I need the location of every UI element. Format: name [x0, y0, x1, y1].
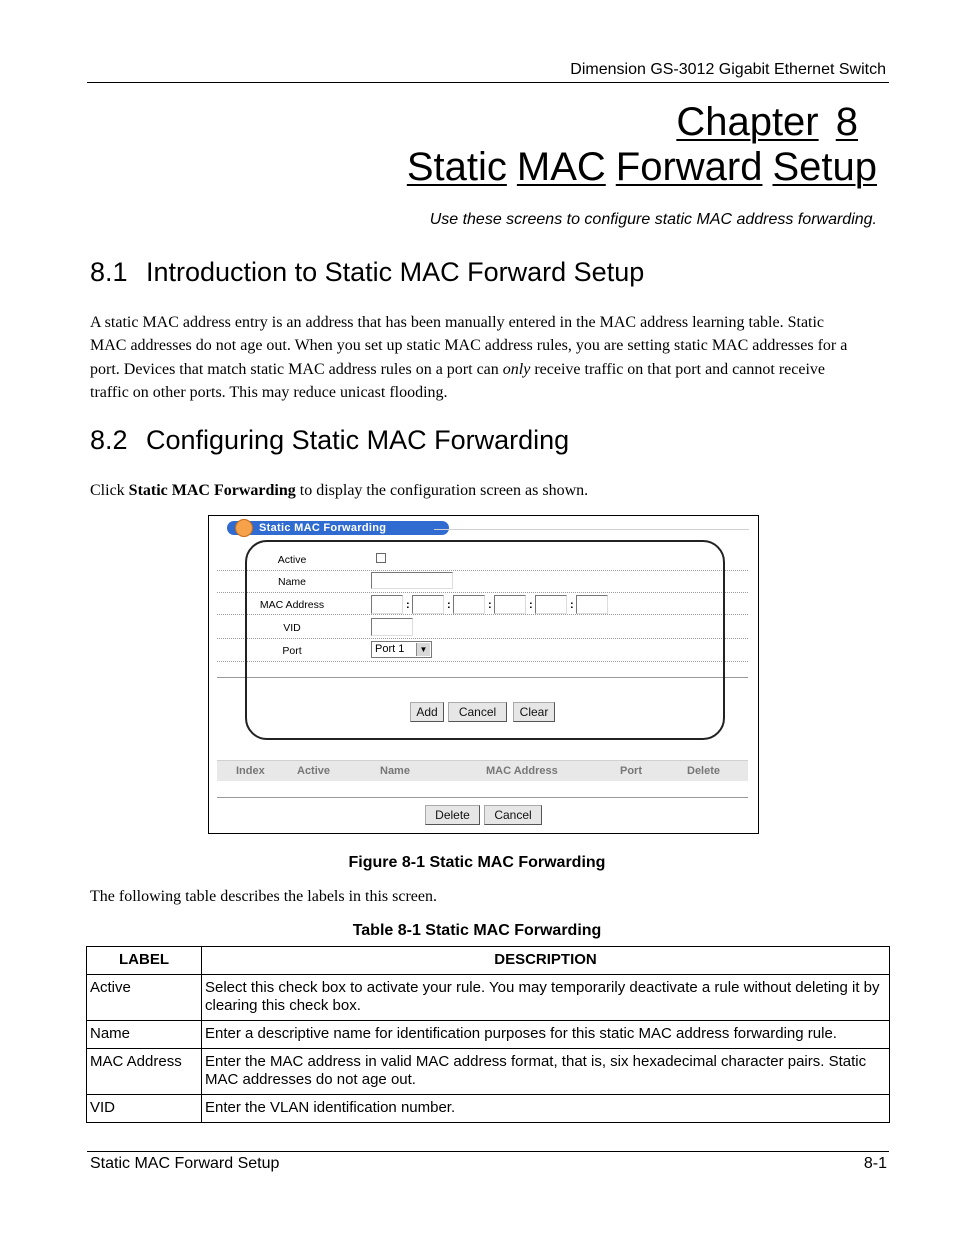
- section-heading-8-1: [90, 257, 644, 288]
- page-number: 8-1: [863, 1155, 887, 1172]
- table-header-row: [87, 947, 890, 975]
- paragraph-text: A static MAC address entry is an address that has been manually entered in the MAC address learning table. Static MAC addresses do not age out. When you set up static MAC address rules, you are setting static MAC addresses for a port. Devices that match static MAC address rules on a port can: [90, 314, 848, 378]
- highlight-outline: [245, 540, 725, 740]
- chapter-title-word: MAC: [516, 145, 606, 189]
- active-label: Active: [277, 554, 307, 566]
- table-cell-label: MAC Address: [87, 1049, 202, 1095]
- section-title: Introduction to Static MAC Forward Setup: [146, 257, 645, 287]
- mac-separator: :: [447, 599, 451, 611]
- table-caption: Table 8-1 Static MAC Forwarding: [352, 922, 602, 939]
- intro-paragraph: [90, 311, 860, 404]
- header-rule: [87, 82, 889, 83]
- table-row: [87, 1049, 890, 1095]
- table-cell-label: VID: [87, 1095, 202, 1123]
- chapter-title-word: Static: [406, 145, 507, 189]
- vid-label: VID: [283, 622, 301, 634]
- chapter-label: [676, 100, 858, 145]
- mac-separator: :: [529, 599, 533, 611]
- clear-button[interactable]: Clear: [513, 702, 555, 722]
- labels-table: [86, 946, 890, 1123]
- chapter-subtitle: Use these screens to configure static MAC address forwarding.: [429, 211, 877, 228]
- mac-separator: :: [488, 599, 492, 611]
- port-label: Port: [282, 645, 302, 657]
- chapter-title: [397, 145, 877, 190]
- panel-title-icon: [235, 519, 253, 537]
- rule-list-header: [217, 760, 748, 781]
- table-row: [87, 1095, 890, 1123]
- table-row: [87, 1021, 890, 1049]
- panel-title-bar: [227, 521, 449, 535]
- table-cell-label: Active: [87, 975, 202, 1021]
- list-divider: [217, 797, 748, 798]
- table-cell-description: Enter the VLAN identification number.: [202, 1095, 890, 1123]
- add-button[interactable]: Add: [410, 702, 444, 722]
- instruction-text: to display the configuration screen as shown.: [295, 482, 589, 499]
- list-column-header: Port: [620, 765, 642, 777]
- delete-button[interactable]: Delete: [425, 805, 480, 825]
- list-column-header: MAC Address: [486, 765, 558, 777]
- footer-chapter-title: Static MAC Forward Setup: [90, 1155, 280, 1172]
- chapter-word: Chapter: [676, 100, 819, 144]
- chapter-title-word: Setup: [772, 145, 877, 189]
- list-column-header: Index: [236, 765, 265, 777]
- table-cell-description: Enter the MAC address in valid MAC address format, that is, six hexadecimal character pairs. Static MAC addresses do not age out.: [202, 1049, 890, 1095]
- paragraph-emphasis: only: [502, 360, 531, 378]
- chapter-number: 8: [835, 100, 858, 144]
- panel-title: Static MAC Forwarding: [259, 522, 387, 534]
- section-number: 8.2: [90, 425, 128, 455]
- click-instruction: [90, 479, 860, 502]
- list-column-header: Delete: [687, 765, 721, 777]
- table-cell-description: Select this check box to activate your rule. You may temporarily deactivate a rule without deleting it by clearing this check box.: [202, 975, 890, 1021]
- table-header: LABEL: [87, 947, 202, 975]
- instruction-text: Click: [90, 482, 129, 499]
- static-mac-forwarding-screenshot: [208, 515, 759, 834]
- footer-rule: [87, 1151, 889, 1152]
- list-column-header: Active: [297, 765, 331, 777]
- chapter-title-word: Forward: [615, 145, 763, 189]
- running-header: Dimension GS-3012 Gigabit Ethernet Switch: [570, 61, 886, 78]
- title-divider: [434, 529, 749, 530]
- mac-separator: :: [406, 599, 410, 611]
- table-row: [87, 975, 890, 1021]
- section-heading-8-2: [90, 425, 569, 456]
- instruction-bold: Static MAC Forwarding: [128, 482, 296, 499]
- table-header: DESCRIPTION: [202, 947, 890, 975]
- table-cell-label: Name: [87, 1021, 202, 1049]
- table-cell-description: Enter a descriptive name for identification purposes for this static MAC address forwarding rule.: [202, 1021, 890, 1049]
- paragraph-text: receive traffic on that port and cannot receive traffic on other ports. This may reduce unicast flooding.: [90, 360, 825, 401]
- mac-label: MAC Address: [259, 599, 325, 611]
- list-column-header: Name: [380, 765, 410, 777]
- cancel-button[interactable]: Cancel: [448, 702, 507, 722]
- mac-separator: :: [570, 599, 574, 611]
- chevron-down-icon[interactable]: ▼: [416, 643, 430, 656]
- table-intro: The following table describes the labels in this screen.: [90, 888, 438, 905]
- section-title: Configuring Static MAC Forwarding: [146, 425, 570, 455]
- section-number: 8.1: [90, 257, 128, 287]
- figure-caption: Figure 8-1 Static MAC Forwarding: [348, 854, 606, 871]
- port-select-value: Port 1: [375, 643, 405, 655]
- name-label: Name: [277, 576, 306, 588]
- list-cancel-button[interactable]: Cancel: [484, 805, 542, 825]
